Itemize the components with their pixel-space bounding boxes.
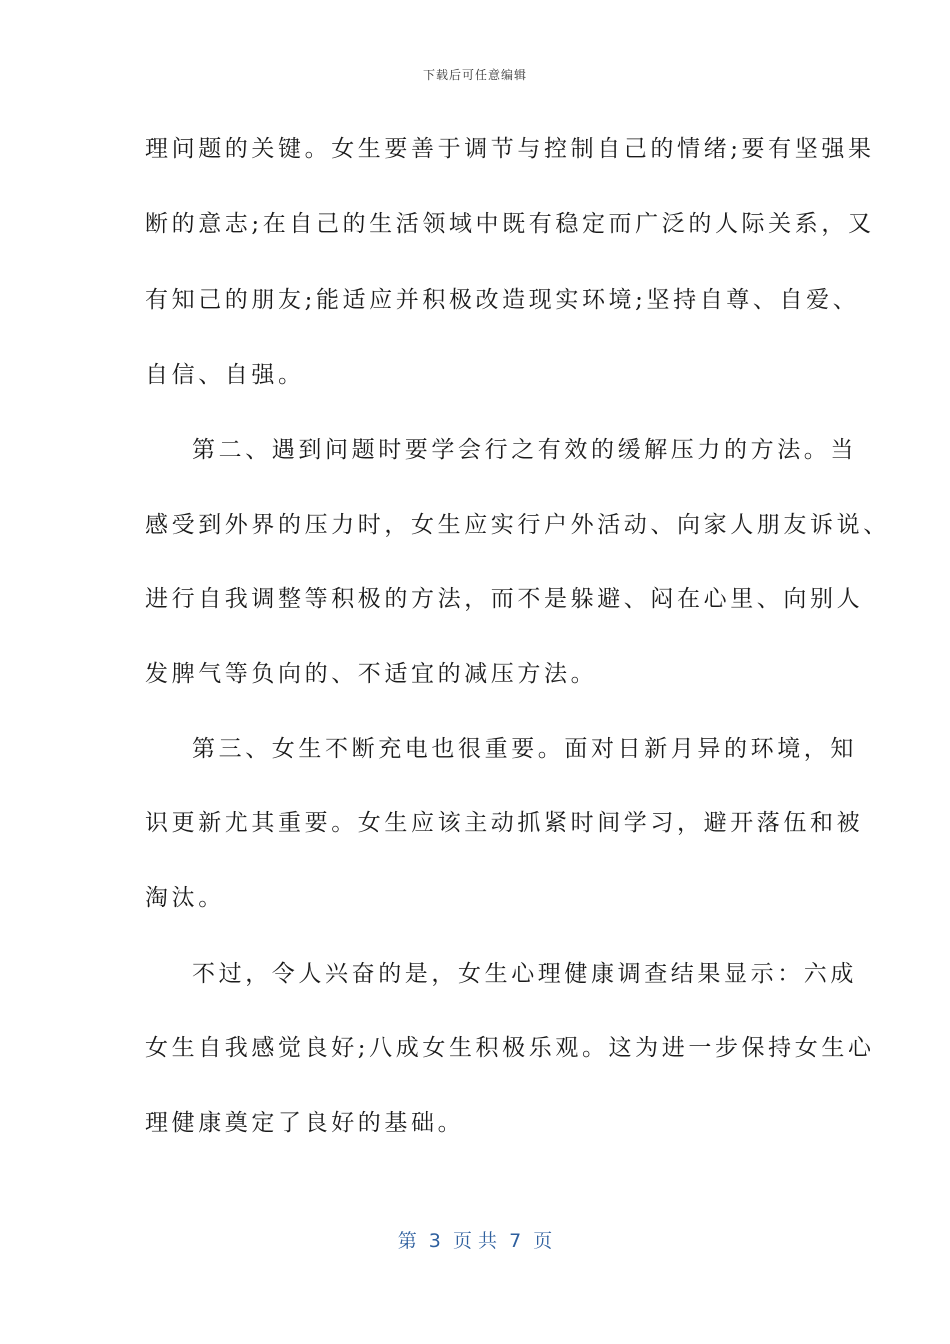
text-line: 理健康奠定了良好的基础。 xyxy=(145,1110,465,1136)
paragraph-first-line: 第三、女生不断充电也很重要。面对日新月异的环境，知 xyxy=(192,736,857,762)
text-line: 感受到外界的压力时，女生应实行户外活动、向家人朋友诉说、 xyxy=(145,512,890,538)
paragraph-first-line: 第二、遇到问题时要学会行之有效的缓解压力的方法。当 xyxy=(192,437,857,463)
text-line: 进行自我调整等积极的方法，而不是躲避、闷在心里、向别人 xyxy=(145,586,864,612)
text-line: 有知己的朋友;能适应并积极改造现实环境;坚持自尊、自爱、 xyxy=(145,287,860,313)
text-line: 断的意志;在自己的生活领域中既有稳定而广泛的人际关系，又 xyxy=(145,211,875,237)
text-line: 自信、自强。 xyxy=(145,362,305,388)
text-line: 识更新尤其重要。女生应该主动抓紧时间学习，避开落伍和被 xyxy=(145,810,864,836)
text-line: 淘汰。 xyxy=(145,885,225,911)
text-line: 女生自我感觉良好;八成女生积极乐观。这为进一步保持女生心 xyxy=(145,1035,875,1061)
page-header: 下载后可任意编辑 xyxy=(422,68,527,82)
paragraph-first-line: 不过，令人兴奋的是，女生心理健康调查结果显示：六成 xyxy=(192,961,857,987)
text-line: 发脾气等负向的、不适宜的减压方法。 xyxy=(145,661,598,687)
page-number-footer: 第 3 页 共 7 页 xyxy=(397,1230,553,1252)
text-line: 理问题的关键。女生要善于调节与控制自己的情绪;要有坚强果 xyxy=(145,136,875,162)
